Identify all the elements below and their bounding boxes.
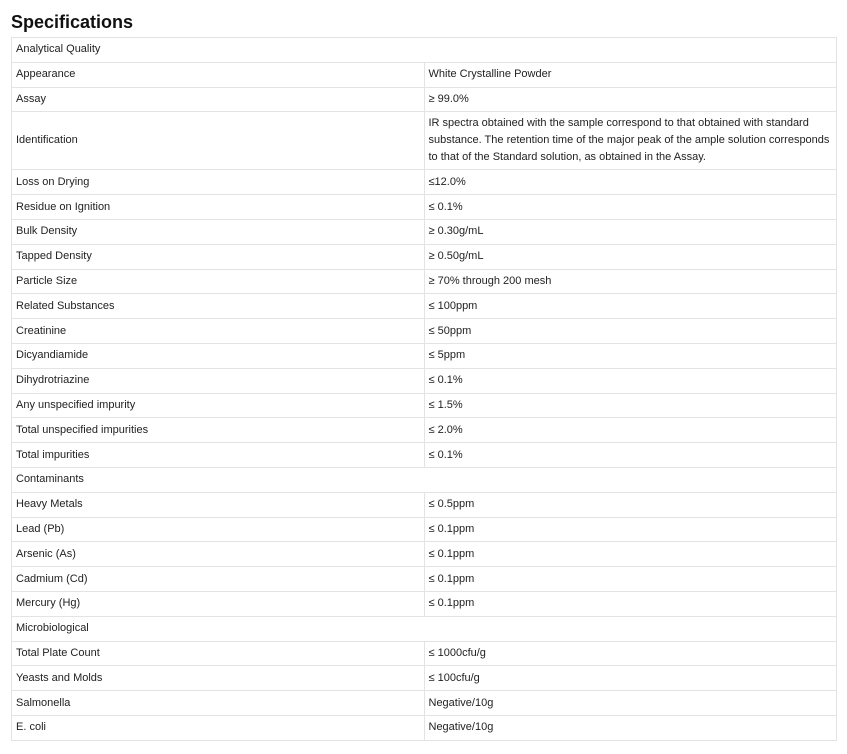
- spec-name-cell: Any unspecified impurity: [12, 393, 425, 418]
- section-header-row: [12, 38, 837, 63]
- spec-value-cell: ≤ 0.1%: [424, 368, 837, 393]
- spec-value-cell: Negative/10g: [424, 715, 837, 740]
- spec-value-cell: ≤ 2.0%: [424, 418, 837, 443]
- spec-name-cell: Mercury (Hg): [12, 591, 425, 616]
- spec-value-cell: ≤ 0.1ppm: [424, 542, 837, 567]
- table-row: [12, 591, 837, 616]
- spec-value-cell: ≥ 99.0%: [424, 87, 837, 112]
- spec-value-cell: ≥ 70% through 200 mesh: [424, 269, 837, 294]
- spec-value-cell: ≤ 1000cfu/g: [424, 641, 837, 666]
- table-row: [12, 294, 837, 319]
- table-row: [12, 87, 837, 112]
- spec-value-cell: ≥ 0.50g/mL: [424, 244, 837, 269]
- table-row: [12, 517, 837, 542]
- table-row: [12, 715, 837, 740]
- table-row: [12, 195, 837, 220]
- section-header-row: [12, 616, 837, 641]
- section-header-row: [12, 467, 837, 492]
- spec-name-cell: E. coli: [12, 715, 425, 740]
- spec-name-cell: Yeasts and Molds: [12, 666, 425, 691]
- table-row: [12, 567, 837, 592]
- table-row: [12, 492, 837, 517]
- table-row: [12, 219, 837, 244]
- spec-name-cell: Assay: [12, 87, 425, 112]
- spec-value-cell: ≥ 0.30g/mL: [424, 219, 837, 244]
- spec-name-cell: Residue on Ignition: [12, 195, 425, 220]
- spec-name-cell: Total impurities: [12, 443, 425, 468]
- spec-name-cell: Total Plate Count: [12, 641, 425, 666]
- spec-value-cell: ≤ 100ppm: [424, 294, 837, 319]
- table-row: [12, 343, 837, 368]
- table-row: [12, 666, 837, 691]
- spec-name-cell: Dihydrotriazine: [12, 368, 425, 393]
- spec-value-cell: ≤ 50ppm: [424, 319, 837, 344]
- spec-name-cell: Related Substances: [12, 294, 425, 319]
- spec-value-cell: ≤ 100cfu/g: [424, 666, 837, 691]
- spec-value-cell: ≤ 0.1%: [424, 443, 837, 468]
- spec-value-cell: ≤ 0.1%: [424, 195, 837, 220]
- spec-name-cell: Heavy Metals: [12, 492, 425, 517]
- table-row: [12, 170, 837, 195]
- page-title: Specifications: [11, 12, 134, 32]
- specifications-table-body: [12, 38, 837, 741]
- spec-value-cell: ≤ 0.1ppm: [424, 517, 837, 542]
- spec-name-cell: Tapped Density: [12, 244, 425, 269]
- section-header: Contaminants: [12, 467, 837, 492]
- spec-name-cell: Arsenic (As): [12, 542, 425, 567]
- table-row: [12, 244, 837, 269]
- spec-name-cell: Salmonella: [12, 691, 425, 716]
- spec-value-cell: White Crystalline Powder: [424, 62, 837, 87]
- table-row: [12, 691, 837, 716]
- spec-value-cell: ≤12.0%: [424, 170, 837, 195]
- spec-name-cell: Total unspecified impurities: [12, 418, 425, 443]
- spec-name-cell: Lead (Pb): [12, 517, 425, 542]
- table-row: [12, 418, 837, 443]
- spec-name-cell: Cadmium (Cd): [12, 567, 425, 592]
- table-row: [12, 269, 837, 294]
- spec-name-cell: Creatinine: [12, 319, 425, 344]
- spec-name-cell: Appearance: [12, 62, 425, 87]
- specifications-table: [11, 37, 837, 741]
- table-row: [12, 112, 837, 170]
- table-row: [12, 368, 837, 393]
- spec-value-cell: Negative/10g: [424, 691, 837, 716]
- spec-value-cell: ≤ 5ppm: [424, 343, 837, 368]
- table-row: [12, 641, 837, 666]
- spec-value-cell: ≤ 1.5%: [424, 393, 837, 418]
- spec-name-cell: Loss on Drying: [12, 170, 425, 195]
- table-row: [12, 393, 837, 418]
- section-header: Microbiological: [12, 616, 837, 641]
- spec-value-cell: ≤ 0.5ppm: [424, 492, 837, 517]
- table-row: [12, 443, 837, 468]
- spec-value-cell: ≤ 0.1ppm: [424, 567, 837, 592]
- spec-name-cell: Identification: [12, 112, 425, 170]
- table-row: [12, 62, 837, 87]
- section-header: Analytical Quality: [12, 38, 837, 63]
- spec-value-cell: ≤ 0.1ppm: [424, 591, 837, 616]
- table-row: [12, 319, 837, 344]
- spec-name-cell: Bulk Density: [12, 219, 425, 244]
- spec-value-cell: IR spectra obtained with the sample correspond to that obtained with standard substance. The retention time of the major peak of the ample solution corresponds to that of the Standard solution, as obtained in the Assay.: [424, 112, 837, 170]
- spec-name-cell: Dicyandiamide: [12, 343, 425, 368]
- spec-name-cell: Particle Size: [12, 269, 425, 294]
- table-row: [12, 542, 837, 567]
